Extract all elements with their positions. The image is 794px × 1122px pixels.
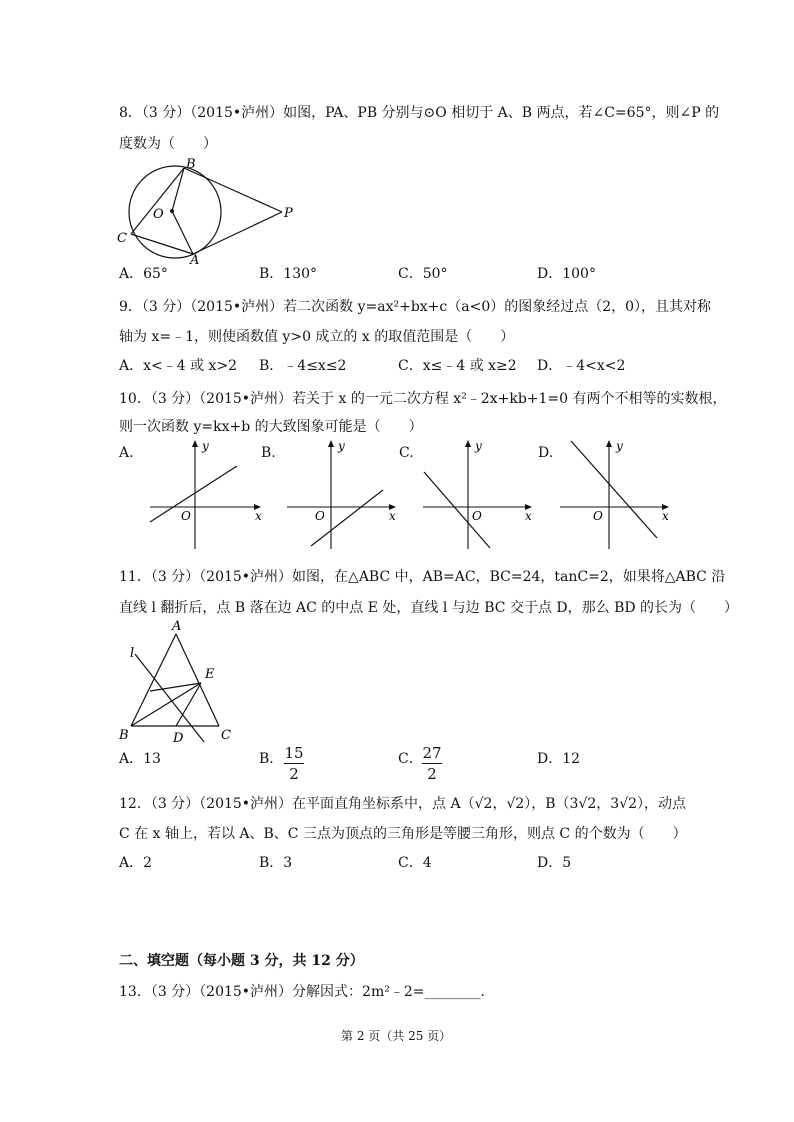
q10d-x-label: x	[662, 509, 669, 523]
q11-option-c-fraction	[422, 744, 442, 783]
q10a-y-label: y	[202, 439, 209, 453]
q8-option-a: A．65°	[119, 266, 168, 282]
q12-line2: C 在 x 轴上，若以 A、B、C 三点为顶点的三角形是等腰三角形，则点 C 的个数为（ ）	[119, 826, 687, 842]
q8-label-b: B	[186, 158, 196, 172]
q8-option-c: C．50°	[398, 266, 448, 282]
q10c-y-label: y	[475, 439, 482, 453]
q10c-x-label: x	[525, 509, 532, 523]
q11-option-b-fraction	[284, 744, 304, 783]
q8-line1: 8．（3 分）（2015•泸州）如图，PA、PB 分别与⊙O 相切于 A、B 两点，若∠C=65°，则∠P 的	[119, 105, 720, 121]
q10b-x-label: x	[389, 509, 396, 523]
q11-line2: 直线 l 翻折后，点 B 落在边 AC 的中点 E 处，直线 l 与边 BC 交于点 D，那么 BD 的长为（ ）	[119, 600, 739, 616]
q10-option-b: B.	[261, 445, 276, 461]
q8-label-a: A	[190, 253, 200, 268]
q9-option-d: D．﹣4<x<2	[537, 358, 626, 374]
q11-label-b: B	[119, 728, 129, 743]
q10-graph-c	[420, 436, 545, 551]
q11-option-b-prefix: B．	[259, 751, 284, 767]
q10d-y-label: y	[616, 439, 623, 453]
q9-option-c: C．x≤﹣4 或 x≥2	[398, 358, 517, 374]
q10a-origin-label: O	[181, 509, 191, 523]
q8-line2: 度数为（ ）	[119, 136, 217, 152]
q10-option-c: C.	[399, 445, 414, 461]
q8-label-o: O	[153, 207, 164, 222]
q11-option-b-denominator: 2	[289, 765, 299, 783]
q8-circle-tangent-figure	[112, 158, 302, 268]
q11-label-d: D	[173, 731, 184, 746]
q8-option-b: B．130°	[259, 266, 318, 282]
q10-option-d: D.	[538, 445, 554, 461]
q12-option-a: A．2	[119, 855, 153, 871]
q12-line1: 12．（3 分）（2015•泸州）在平面直角坐标系中，点 A（√2，√2），B（3√2，3√2），动点	[119, 796, 687, 812]
q11-option-a: A．13	[119, 751, 161, 767]
q12-option-b: B．3	[259, 855, 293, 871]
q11-triangle-figure	[112, 618, 242, 746]
q10-line2: 则一次函数 y=kx+b 的大致图象可能是（ ）	[119, 419, 423, 435]
section-heading: 二、填空题（每小题 3 分，共 12 分）	[119, 953, 364, 969]
q9-option-b: B．﹣4≤x≤2	[259, 358, 347, 374]
q13-line: 13．（3 分）（2015•泸州）分解因式：2m²﹣2=________.	[119, 984, 485, 1000]
q10-graph-a	[145, 436, 270, 551]
q10b-y-label: y	[338, 439, 345, 453]
q11-label-e: E	[205, 667, 215, 682]
q10-option-a: A.	[119, 445, 134, 461]
page-footer: 第 2 页（共 25 页）	[341, 1029, 452, 1043]
q11-option-c-prefix: C．	[398, 751, 423, 767]
q12-option-c: C．4	[398, 855, 432, 871]
q11-option-c-denominator: 2	[427, 765, 437, 783]
q8-label-p: P	[284, 206, 293, 221]
q11-option-b-numerator: 15	[284, 744, 304, 762]
q11-label-c: C	[221, 728, 231, 743]
q9-line1: 9．（3 分）（2015•泸州）若二次函数 y=ax²+bx+c（a<0）的图象经过点（2，0），且其对称	[119, 299, 712, 315]
q9-line2: 轴为 x=﹣1，则使函数值 y>0 成立的 x 的取值范围是（ ）	[119, 329, 515, 345]
q12-option-d: D．5	[537, 855, 572, 871]
q8-label-c: C	[117, 231, 127, 246]
q9-option-a: A．x<﹣4 或 x>2	[119, 358, 238, 374]
q10a-x-label: x	[255, 509, 262, 523]
q11-label-a: A	[172, 619, 182, 634]
q10d-origin-label: O	[593, 509, 603, 523]
q10-graph-d	[557, 436, 682, 551]
q8-option-d: D．100°	[537, 266, 596, 282]
q10b-origin-label: O	[315, 509, 325, 523]
q11-option-c-numerator: 27	[422, 744, 442, 762]
q11-label-l: l	[130, 646, 135, 661]
q10c-origin-label: O	[472, 509, 482, 523]
q11-option-d: D．12	[537, 751, 581, 767]
q10-graph-b	[284, 436, 409, 551]
q10-line1: 10．（3 分）（2015•泸州）若关于 x 的一元二次方程 x²﹣2x+kb+1=0 有两个不相等的实数根，	[119, 391, 727, 407]
q11-line1: 11．（3 分）（2015•泸州）如图，在△ABC 中，AB=AC，BC=24，tanC=2，如果将△ABC 沿	[119, 569, 726, 585]
